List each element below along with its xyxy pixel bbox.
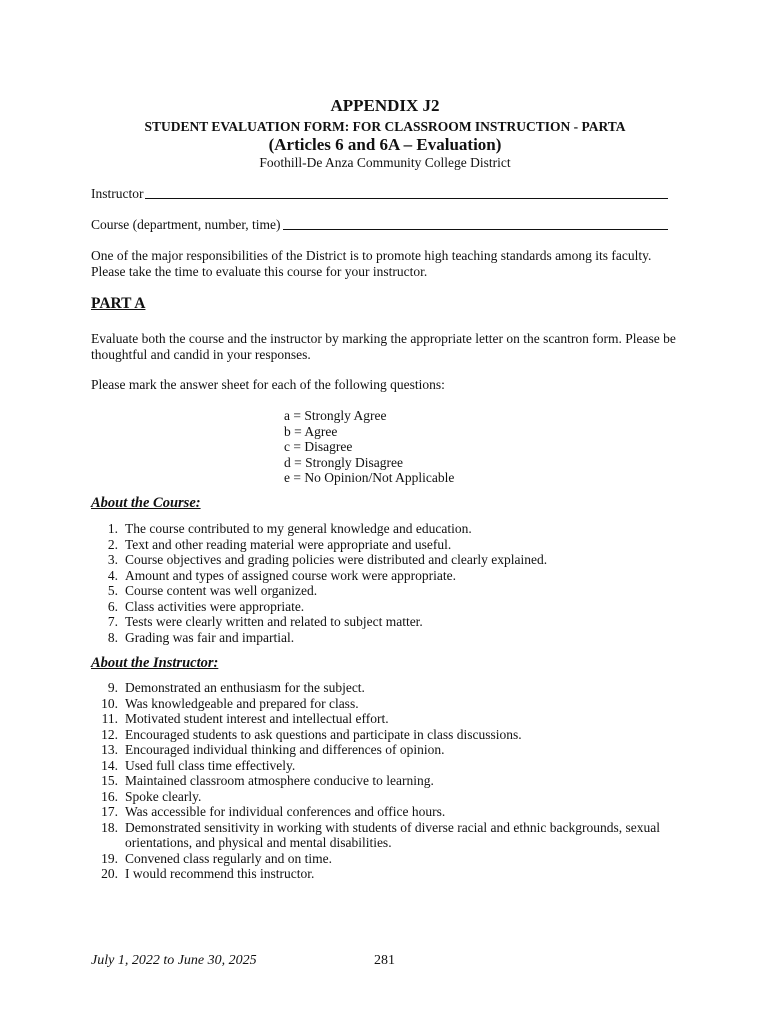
course-label: Course (department, number, time) (91, 217, 281, 232)
instructor-question-list (91, 680, 691, 882)
question-item (91, 537, 691, 553)
question-text: Amount and types of assigned course work were appropriate. (125, 567, 457, 583)
question-item (91, 552, 691, 568)
question-text: Spoke clearly. (125, 788, 202, 804)
answer-scale (284, 408, 454, 486)
question-text: Used full class time effectively. (125, 757, 296, 773)
articles-heading: (Articles 6 and 6A – Evaluation) (268, 135, 502, 154)
question-item (91, 866, 691, 882)
question-text: Maintained classroom atmosphere conducive to learning. (125, 773, 434, 788)
question-item (91, 742, 691, 758)
question-text: Course objectives and grading policies were distributed and clearly explained. (125, 552, 548, 567)
question-item (91, 680, 691, 696)
question-number: 15. (101, 773, 118, 788)
question-item (91, 804, 691, 820)
page-title: APPENDIX J2 (330, 96, 440, 115)
question-text: Grading was fair and impartial. (125, 629, 295, 645)
question-item (91, 696, 691, 712)
question-item (91, 614, 691, 630)
question-text: Demonstrated an enthusiasm for the subject. (125, 680, 365, 695)
instructor-input-line[interactable] (145, 186, 668, 199)
question-text: Encouraged students to ask questions and participate in class discussions. (125, 726, 522, 742)
question-number: 1. (107, 521, 118, 536)
scale-item: a = Strongly Agree (284, 408, 387, 423)
question-number: 18. (101, 819, 118, 835)
question-item (91, 583, 691, 599)
question-number: 17. (101, 804, 118, 819)
question-number: 20. (101, 866, 118, 881)
form-subtitle: STUDENT EVALUATION FORM: FOR CLASSROOM INSTRUCTION - PARTA (144, 119, 626, 134)
question-number: 5. (107, 583, 118, 598)
course-field[interactable] (91, 217, 668, 233)
scale-item: e = No Opinion/Not Applicable (284, 470, 455, 485)
question-item (91, 789, 691, 805)
question-item (91, 758, 691, 774)
instructor-section-heading: About the Instructor: (91, 655, 219, 671)
question-item (91, 773, 691, 789)
part-a-heading: PART A (91, 295, 146, 312)
evaluate-instructions: Evaluate both the course and the instructor by marking the appropriate letter on the scantron form. Please be thoughtful and candid in your responses. (91, 331, 676, 362)
question-number: 4. (107, 567, 118, 583)
question-number: 7. (107, 614, 118, 629)
question-text: Convened class regularly and on time. (125, 850, 332, 866)
question-text: Tests were clearly written and related to subject matter. (125, 614, 423, 629)
question-item (91, 599, 691, 615)
footer-date-range: July 1, 2022 to June 30, 2025 (91, 953, 257, 968)
question-number: 3. (107, 552, 118, 567)
instructor-field[interactable] (91, 186, 668, 202)
question-item (91, 851, 691, 867)
question-text: Class activities were appropriate. (125, 598, 305, 614)
question-number: 10. (101, 695, 118, 711)
course-input-line[interactable] (283, 217, 668, 230)
question-item (91, 630, 691, 646)
question-number: 9. (107, 680, 118, 695)
question-item (91, 568, 691, 584)
question-text: Demonstrated sensitivity in working with students of diverse racial and ethnic backgrounds, sexual orientations, and physical and mental disabilities. (125, 819, 661, 850)
question-text: Text and other reading material were appropriate and useful. (125, 536, 452, 552)
question-text: Was accessible for individual conferences and office hours. (125, 804, 446, 819)
question-text: I would recommend this instructor. (125, 866, 315, 881)
mark-instructions: Please mark the answer sheet for each of the following questions: (91, 377, 445, 392)
question-text: Encouraged individual thinking and differences of opinion. (125, 742, 445, 757)
question-item (91, 711, 691, 727)
question-number: 19. (101, 850, 118, 866)
question-number: 6. (107, 598, 118, 614)
instructor-label: Instructor (91, 186, 144, 201)
question-text: Was knowledgeable and prepared for class. (125, 695, 359, 711)
question-text: Course content was well organized. (125, 583, 318, 598)
scale-item: b = Agree (284, 423, 338, 439)
question-number: 13. (101, 742, 118, 757)
district-name: Foothill-De Anza Community College District (259, 155, 511, 170)
course-question-list (91, 521, 691, 645)
scale-item: d = Strongly Disagree (284, 454, 403, 470)
intro-paragraph: One of the major responsibilities of the District is to promote high teaching standards among its faculty. Please take the time to evaluate this course for your instructor. (91, 248, 652, 279)
question-number: 11. (101, 711, 118, 726)
course-section-heading: About the Course: (91, 495, 201, 511)
page-number: 281 (374, 953, 395, 968)
question-item (91, 521, 691, 537)
question-number: 14. (101, 757, 118, 773)
question-number: 12. (101, 726, 118, 742)
question-number: 8. (107, 629, 118, 645)
scale-item: c = Disagree (284, 439, 353, 454)
question-number: 2. (107, 536, 118, 552)
question-item (91, 820, 691, 851)
question-text: Motivated student interest and intellectual effort. (125, 711, 389, 726)
question-item (91, 727, 691, 743)
question-number: 16. (101, 788, 118, 804)
question-text: The course contributed to my general knowledge and education. (125, 521, 472, 536)
